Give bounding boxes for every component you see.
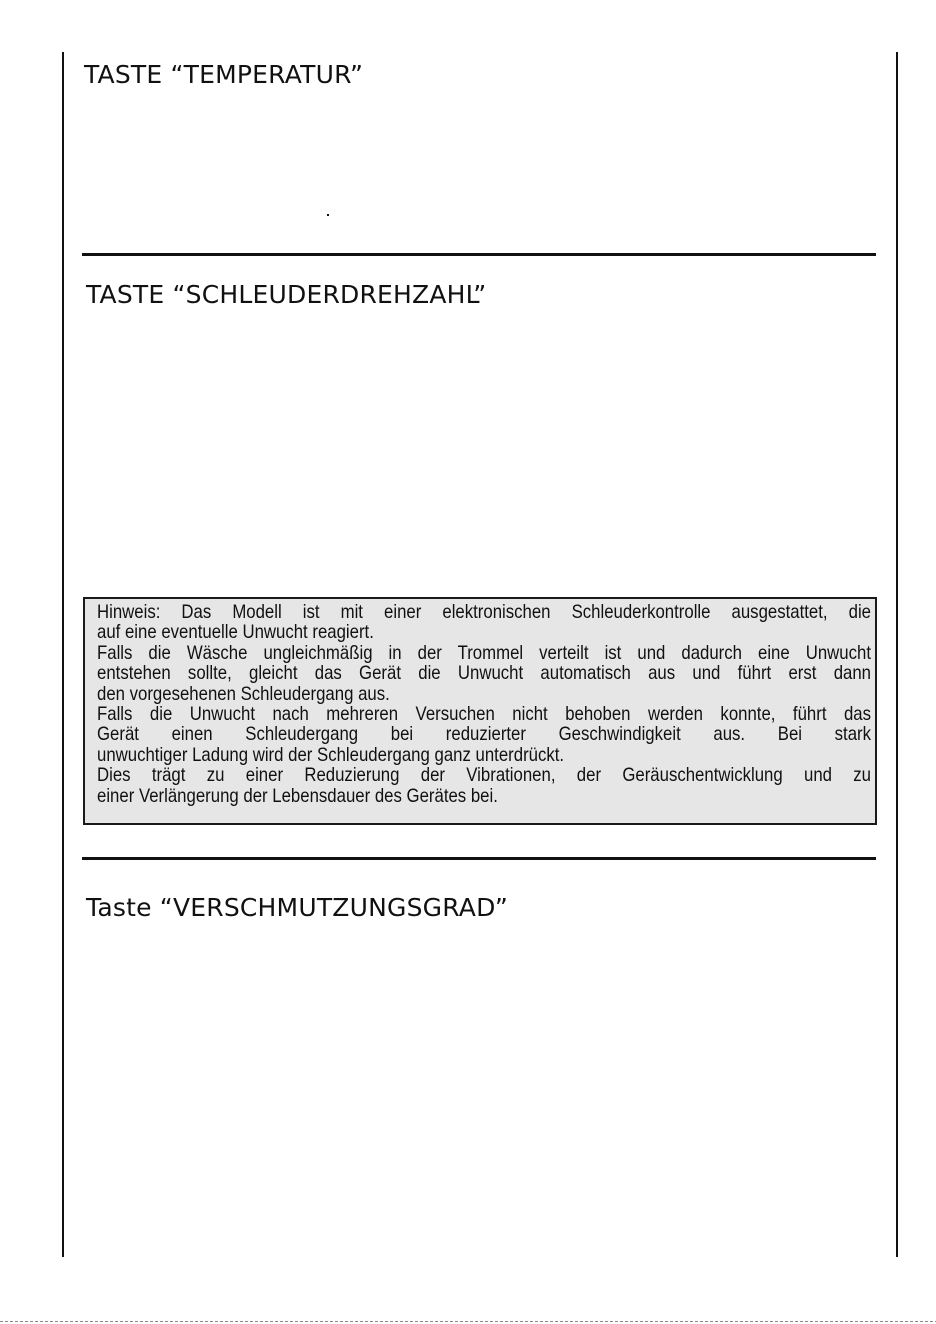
note-line: Gerät einen Schleudergang bei reduzierter Geschwindigkeit aus. Bei stark <box>97 723 871 746</box>
note-line: Hinweis: Das Modell ist mit einer elektronischen Schleuderkontrolle ausgestattet, die <box>97 601 871 623</box>
heading-temperature: TASTE “TEMPERATUR” <box>84 60 364 89</box>
note-line: unwuchtiger Ladung wird der Schleudergang ganz unterdrückt. <box>97 743 565 766</box>
note-line: Falls die Wäsche ungleichmäßig in der Trommel verteilt ist und dadurch eine Unwucht <box>97 641 871 664</box>
note-line: entstehen sollte, gleicht das Gerät die Unwucht automatisch aus und führt erst dann <box>97 662 871 685</box>
left-margin-line <box>62 52 64 1257</box>
note-line: den vorgesehenen Schleudergang aus. <box>97 682 390 705</box>
right-margin-line <box>896 52 898 1257</box>
section-divider-1 <box>82 253 876 256</box>
note-line: Falls die Unwucht nach mehreren Versuchen nicht behoben werden konnte, führt das <box>97 702 871 725</box>
section-divider-2 <box>82 857 876 860</box>
note-line: auf eine eventuelle Unwucht reagiert. <box>97 621 374 644</box>
note-line: einer Verlängerung der Lebensdauer des Gerätes bei. <box>97 784 498 807</box>
heading-soil-level: Taste “VERSCHMUTZUNGSGRAD” <box>86 893 509 922</box>
stray-dot <box>327 214 329 216</box>
note-line: Dies trägt zu einer Reduzierung der Vibrationen, der Geräuschentwicklung und zu <box>97 764 871 787</box>
page-bottom-dashed-edge <box>0 1321 936 1322</box>
note-box <box>83 597 877 825</box>
heading-spin-speed: TASTE “SCHLEUDERDREHZAHL” <box>86 280 487 309</box>
